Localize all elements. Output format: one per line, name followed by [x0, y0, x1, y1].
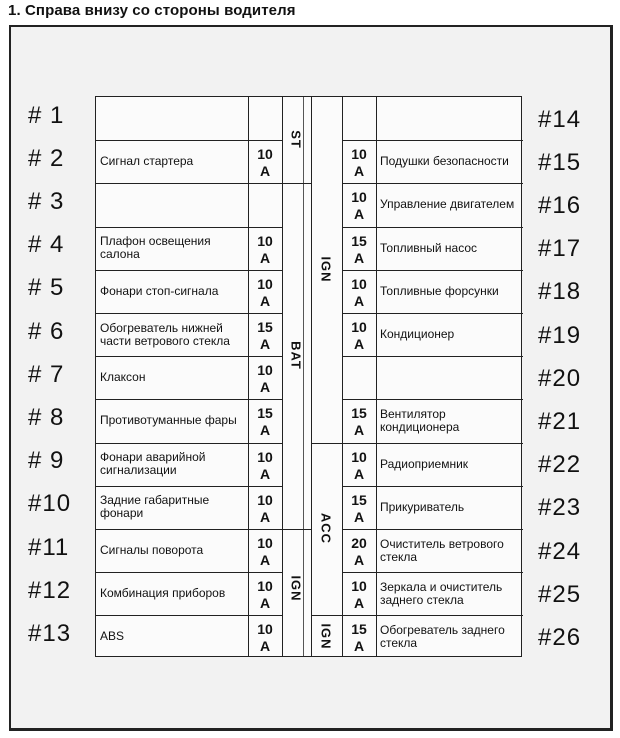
amp-value: 10: [257, 146, 273, 163]
amp-unit: A: [353, 292, 365, 309]
fuse-number-right: #15: [538, 148, 582, 176]
amp-value: 10: [257, 275, 273, 292]
fuse-amperage-right: [344, 234, 374, 265]
fuse-description-left: Комбинация приборов: [100, 586, 226, 601]
fuse-description-left: Сигнал стартера: [100, 154, 194, 169]
fuse-description-right: [380, 358, 520, 397]
amp-unit: A: [353, 595, 365, 612]
amp-value: 20: [351, 535, 367, 551]
amp-value: 10: [351, 275, 367, 292]
fuse-amperage-right: [344, 493, 374, 524]
fuse-amperage-left: [250, 622, 280, 653]
fuse-number-left: # 6: [28, 317, 65, 345]
amp-unit: A: [353, 206, 365, 223]
fuse-description-left: Фонари стоп-сигнала: [100, 283, 219, 298]
page-title: 1. Справа внизу со стороны водителя: [8, 2, 296, 19]
amp-unit: A: [353, 465, 365, 482]
fuse-number-right: #25: [538, 580, 582, 608]
amp-unit: A: [353, 249, 365, 266]
fuse-number-left: # 3: [28, 188, 65, 215]
fuse-amperage-right: [344, 277, 374, 308]
amp-value: 10: [351, 146, 367, 163]
amp-unit: A: [259, 292, 271, 309]
amp-unit: A: [259, 163, 271, 180]
row-divider-left: [96, 270, 282, 271]
row-divider-right: [342, 572, 523, 573]
row-divider-right: [342, 140, 523, 141]
row-divider-right: [342, 399, 523, 400]
fuse-description-right: Топливные форсунки: [380, 283, 499, 298]
amp-value: 10: [257, 448, 273, 465]
fuse-description-left: Задние габаритные фонари: [100, 493, 210, 521]
row-divider-left: [96, 486, 282, 487]
fuse-number-right: #22: [538, 451, 582, 479]
row-divider-right: [342, 313, 523, 314]
amp-value: 10: [351, 319, 367, 335]
amp-value: 10: [257, 362, 273, 379]
amp-unit: A: [259, 638, 271, 655]
row-divider-right: [342, 356, 523, 357]
fuse-description-right: [380, 99, 520, 138]
row-divider-left: [96, 227, 282, 228]
row-divider-right: [342, 270, 523, 271]
amp-value: 10: [257, 578, 273, 595]
row-divider-left: [96, 615, 282, 616]
fuse-description-left: [100, 185, 246, 224]
fuse-description-left: Фонари аварийной сигнализации: [100, 450, 206, 478]
bus-label-st: ST: [288, 130, 304, 149]
fuse-description-left: ABS: [100, 629, 125, 644]
amp-unit: A: [259, 508, 271, 525]
fuse-amperage-left: [250, 277, 280, 308]
fuse-amperage-left: [250, 493, 280, 524]
fuse-amperage-right: [344, 450, 374, 481]
fuse-number-left: #12: [28, 576, 72, 604]
fuse-description-left: Плафон освещения салона: [100, 234, 211, 262]
amp-value: 10: [257, 535, 273, 551]
amp-unit: A: [259, 379, 271, 396]
fuse-description-right: Топливный насос: [380, 240, 478, 255]
fuse-amperage-right: [344, 320, 374, 351]
fuse-description-right: Вентилятор кондиционера: [380, 406, 460, 434]
fuse-number-right: #16: [538, 192, 582, 219]
amp-unit: A: [353, 552, 365, 568]
fuse-number-right: #24: [538, 537, 582, 565]
amp-unit: A: [353, 638, 365, 655]
row-divider-right: [342, 486, 523, 487]
fuse-number-right: #14: [538, 105, 582, 133]
amp-unit: A: [353, 422, 365, 439]
fuse-number-left: # 8: [28, 404, 65, 431]
row-divider-left: [96, 313, 282, 314]
bus-label-ign-left: IGN: [288, 575, 304, 603]
fuse-number-left: # 1: [28, 101, 65, 129]
fuse-number-left: #11: [28, 533, 70, 561]
row-divider-right: [342, 443, 523, 444]
fuse-number-left: # 2: [28, 144, 65, 172]
fuse-number-right: #19: [538, 321, 582, 349]
fuse-amperage-left: [250, 363, 280, 394]
fuse-number-left: #13: [28, 620, 72, 647]
fuse-amperage-left: [250, 450, 280, 481]
row-divider-right: [342, 529, 523, 530]
row-divider-right: [342, 183, 523, 184]
row-divider-left: [96, 572, 282, 573]
fuse-description-right: Очиститель ветрового стекла: [380, 536, 504, 564]
fuse-number-right: #20: [538, 364, 582, 392]
fuse-amperage-right: [344, 579, 374, 610]
fuse-amperage-right: [344, 406, 374, 437]
fuse-amperage-left: [250, 536, 280, 567]
fuse-description-right: Управление двигателем: [380, 197, 515, 212]
fuse-number-right: #26: [538, 624, 582, 651]
amp-unit: A: [259, 336, 271, 352]
fuse-amperage-left: [250, 406, 280, 437]
fuse-number-right: #21: [538, 408, 582, 435]
row-divider-right: [342, 227, 523, 228]
row-divider-left: [96, 183, 282, 184]
bus-label-bat: BAT: [288, 341, 304, 371]
fuse-number-left: # 4: [28, 231, 65, 259]
amp-value: 10: [351, 448, 367, 465]
fuse-amperage-left: [250, 147, 280, 178]
fuse-number-right: #23: [538, 494, 582, 522]
bus-label-acc: ACC: [318, 512, 334, 545]
fuse-number-left: # 5: [28, 274, 65, 302]
fuse-number-left: #10: [28, 490, 72, 518]
row-divider-left: [96, 356, 282, 357]
fuse-amperage-left: [250, 320, 280, 351]
fuse-description-left: Обогреватель нижней части ветрового стекла: [100, 320, 230, 348]
fuse-description-right: Зеркала и очиститель заднего стекла: [380, 579, 503, 607]
fuse-amperage-right: [344, 190, 374, 221]
row-divider-left: [96, 443, 282, 444]
amp-value: 10: [257, 232, 273, 249]
fuse-description-right: Прикуриватель: [380, 499, 465, 514]
bus-label-ign-right-top: IGN: [318, 256, 334, 283]
fuse-description-left: Сигналы поворота: [100, 543, 204, 558]
fuse-description-left: Клаксон: [100, 370, 146, 385]
fuse-description-right: Обогреватель заднего стекла: [380, 622, 505, 650]
amp-value: 15: [257, 319, 273, 335]
amp-unit: A: [259, 552, 271, 568]
amp-unit: A: [353, 163, 365, 180]
divider-center-left: [311, 97, 312, 656]
amp-value: 10: [351, 578, 367, 595]
amp-unit: A: [259, 422, 271, 439]
fuse-amperage-right: [344, 147, 374, 178]
amp-value: 15: [351, 491, 367, 508]
amp-value: 10: [257, 491, 273, 508]
row-divider-right: [342, 615, 523, 616]
amp-unit: A: [353, 508, 365, 525]
fuse-number-right: #17: [538, 235, 582, 263]
fuse-description-left: [100, 99, 246, 138]
amp-value: 15: [351, 232, 367, 249]
fuse-description-right: Радиоприемник: [380, 456, 469, 471]
row-divider-left: [96, 529, 282, 530]
amp-value: 10: [257, 621, 273, 638]
amp-value: 15: [351, 405, 367, 422]
amp-unit: A: [259, 465, 271, 482]
amp-unit: A: [259, 595, 271, 612]
bus-separator-center: [311, 615, 342, 616]
fuse-amperage-left: [250, 579, 280, 610]
amp-unit: A: [259, 249, 271, 266]
fuse-amperage-right: [344, 536, 374, 567]
amp-value: 15: [351, 621, 367, 638]
fuse-number-right: #18: [538, 278, 582, 306]
amp-value: 10: [351, 189, 367, 206]
fuse-number-left: # 9: [28, 447, 65, 475]
row-divider-left: [96, 399, 282, 400]
bus-label-ign-right-bottom: IGN: [318, 623, 334, 650]
fuse-amperage-right: [344, 622, 374, 653]
amp-unit: A: [353, 336, 365, 352]
fuse-amperage-left: [250, 234, 280, 265]
fuse-description-right: Кондиционер: [380, 327, 455, 342]
amp-value: 15: [257, 405, 273, 422]
fuse-table: [95, 96, 522, 657]
bus-separator-center: [311, 443, 342, 444]
bus-separator-left: [282, 529, 311, 530]
row-divider-left: [96, 140, 282, 141]
fuse-number-left: # 7: [28, 360, 65, 388]
bus-separator-left: [282, 183, 311, 184]
fuse-description-right: Подушки безопасности: [380, 154, 509, 169]
divider-left-amp: [282, 97, 283, 656]
fuse-description-left: Противотуманные фары: [100, 413, 237, 428]
